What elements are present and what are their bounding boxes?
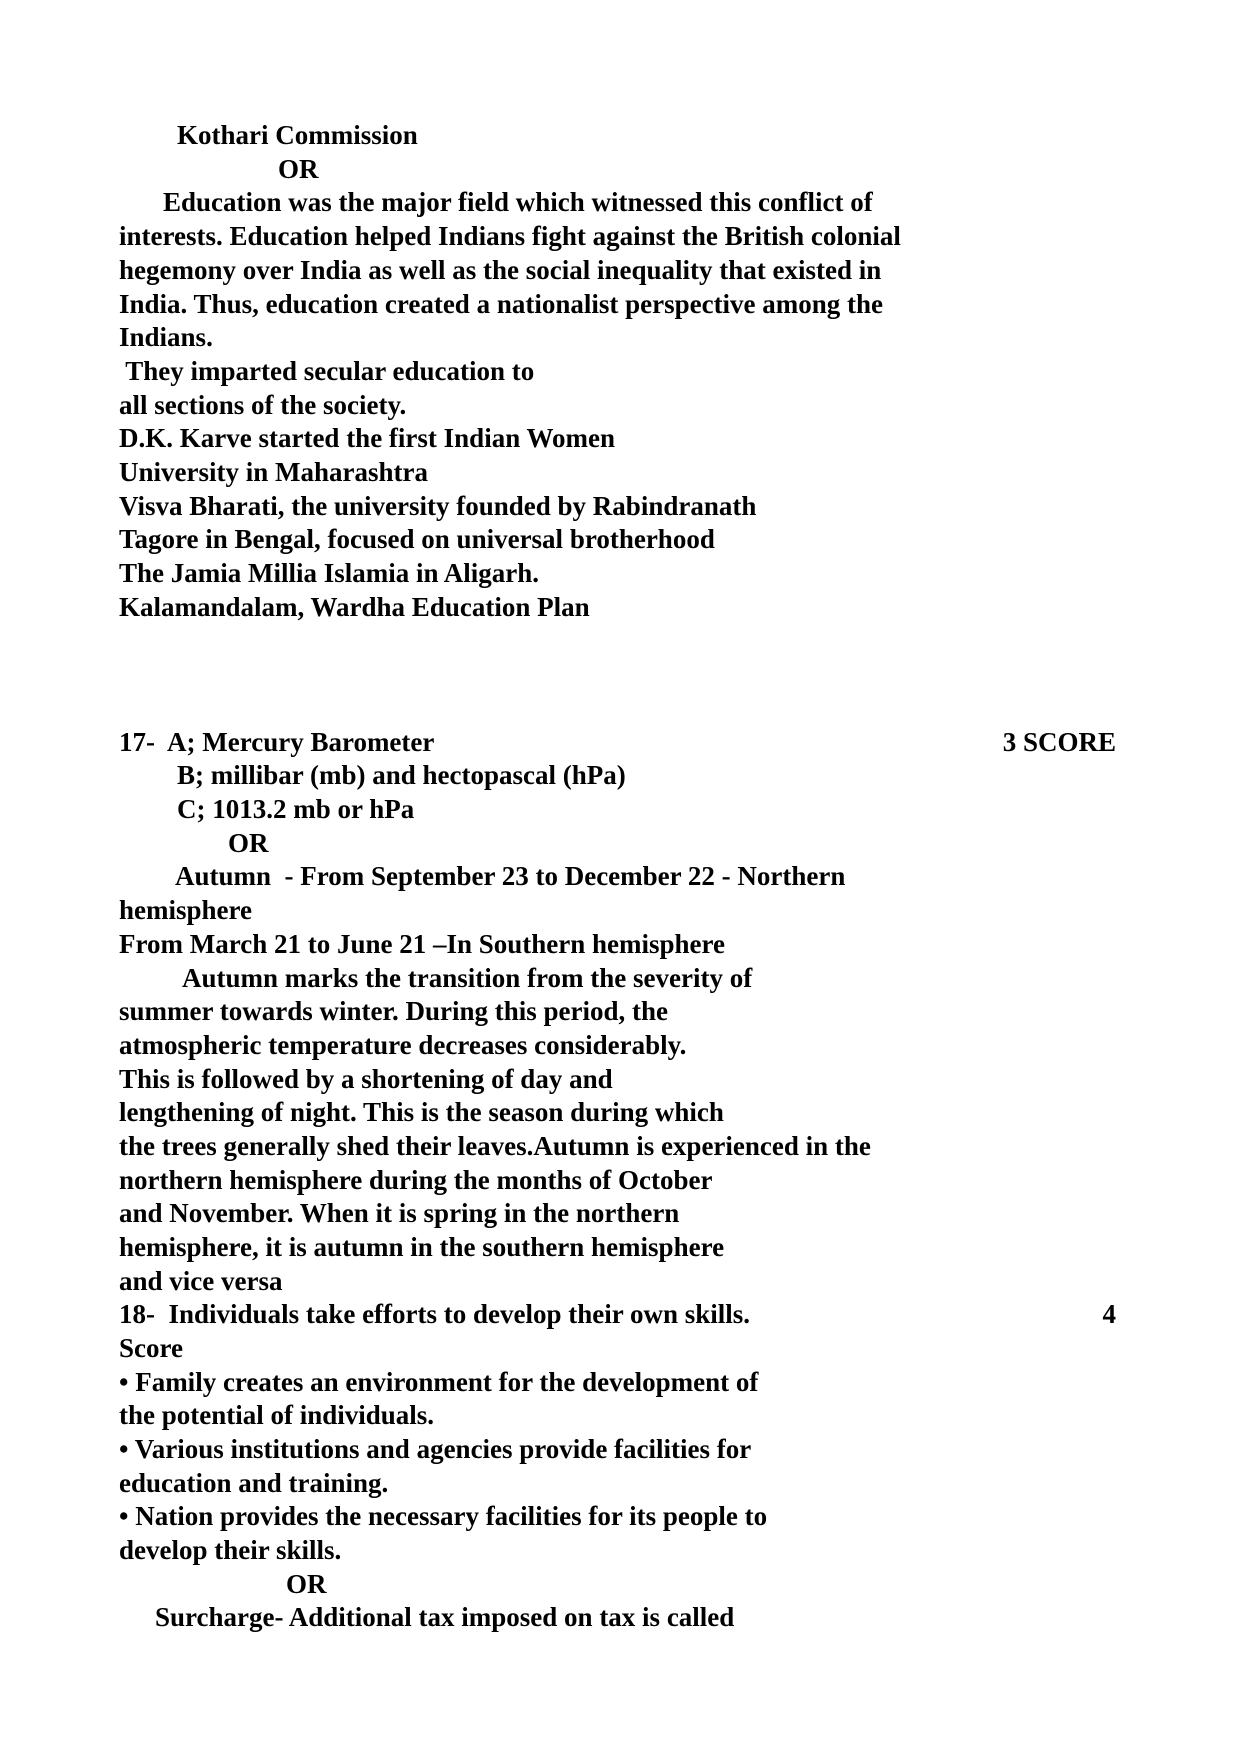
score-label-17: 3 SCORE: [1002, 727, 1116, 757]
paragraph-line: all sections of the society.: [119, 390, 407, 420]
score-number-18: 4: [1102, 1299, 1116, 1329]
or-separator: OR: [278, 154, 319, 184]
paragraph-line: and November. When it is spring in the northern: [119, 1198, 680, 1228]
bullet-line: education and training.: [119, 1468, 389, 1498]
bullet-line: • Various institutions and agencies provide facilities for: [119, 1434, 752, 1464]
paragraph-line: lengthening of night. This is the season during which: [119, 1097, 724, 1127]
paragraph-line: University in Maharashtra: [119, 457, 428, 487]
heading-kothari-commission: Kothari Commission: [177, 120, 418, 150]
or-separator: OR: [228, 828, 269, 858]
paragraph-line: This is followed by a shortening of day and: [119, 1064, 613, 1094]
paragraph-line: The Jamia Millia Islamia in Aligarh.: [119, 558, 540, 588]
score-label-18: Score: [119, 1333, 183, 1363]
paragraph-line: They imparted secular education to: [119, 356, 535, 386]
paragraph-line: the trees generally shed their leaves.Autumn is experienced in the: [119, 1131, 871, 1161]
paragraph-line: Visva Bharati, the university founded by Rabindranath: [119, 491, 757, 521]
paragraph-line: Indians.: [119, 322, 213, 352]
paragraph-line: hemisphere, it is autumn in the southern hemisphere: [119, 1232, 725, 1262]
paragraph-line: India. Thus, education created a nationalist perspective among the: [119, 289, 884, 319]
paragraph-line: interests. Education helped Indians fight against the British colonial: [119, 221, 901, 251]
bullet-line: • Nation provides the necessary facilities for its people to: [119, 1501, 768, 1531]
paragraph-line: Autumn - From September 23 to December 22 - Northern: [175, 861, 846, 891]
answer-c-line: C; 1013.2 mb or hPa: [177, 794, 415, 824]
paragraph-line: From March 21 to June 21 –In Southern hemisphere: [119, 929, 726, 959]
paragraph-line: summer towards winter. During this period, the: [119, 996, 669, 1026]
paragraph-line: atmospheric temperature decreases considerably.: [119, 1030, 687, 1060]
bullet-line: develop their skills.: [119, 1535, 342, 1565]
paragraph-line: Tagore in Bengal, focused on universal brotherhood: [119, 524, 715, 554]
paragraph-line: hegemony over India as well as the social inequality that existed in: [119, 255, 882, 285]
paragraph-line: D.K. Karve started the first Indian Women: [119, 423, 615, 453]
answer-b-line: B; millibar (mb) and hectopascal (hPa): [177, 760, 626, 790]
bullet-line: • Family creates an environment for the development of: [119, 1367, 759, 1397]
paragraph-line: northern hemisphere during the months of October: [119, 1165, 713, 1195]
paragraph-line: Surcharge- Additional tax imposed on tax is called: [155, 1602, 735, 1632]
or-separator: OR: [286, 1569, 327, 1599]
paragraph-line: and vice versa: [119, 1266, 283, 1296]
bullet-line: the potential of individuals.: [119, 1400, 435, 1430]
paragraph-line: Education was the major field which witnessed this conflict of: [163, 187, 873, 217]
paragraph-line: Kalamandalam, Wardha Education Plan: [119, 592, 590, 622]
paragraph-line: hemisphere: [119, 895, 252, 925]
question-17-line: 17- A; Mercury Barometer: [119, 727, 435, 757]
question-18-line: 18- Individuals take efforts to develop their own skills.: [119, 1299, 751, 1329]
paragraph-line: Autumn marks the transition from the severity of: [182, 963, 753, 993]
